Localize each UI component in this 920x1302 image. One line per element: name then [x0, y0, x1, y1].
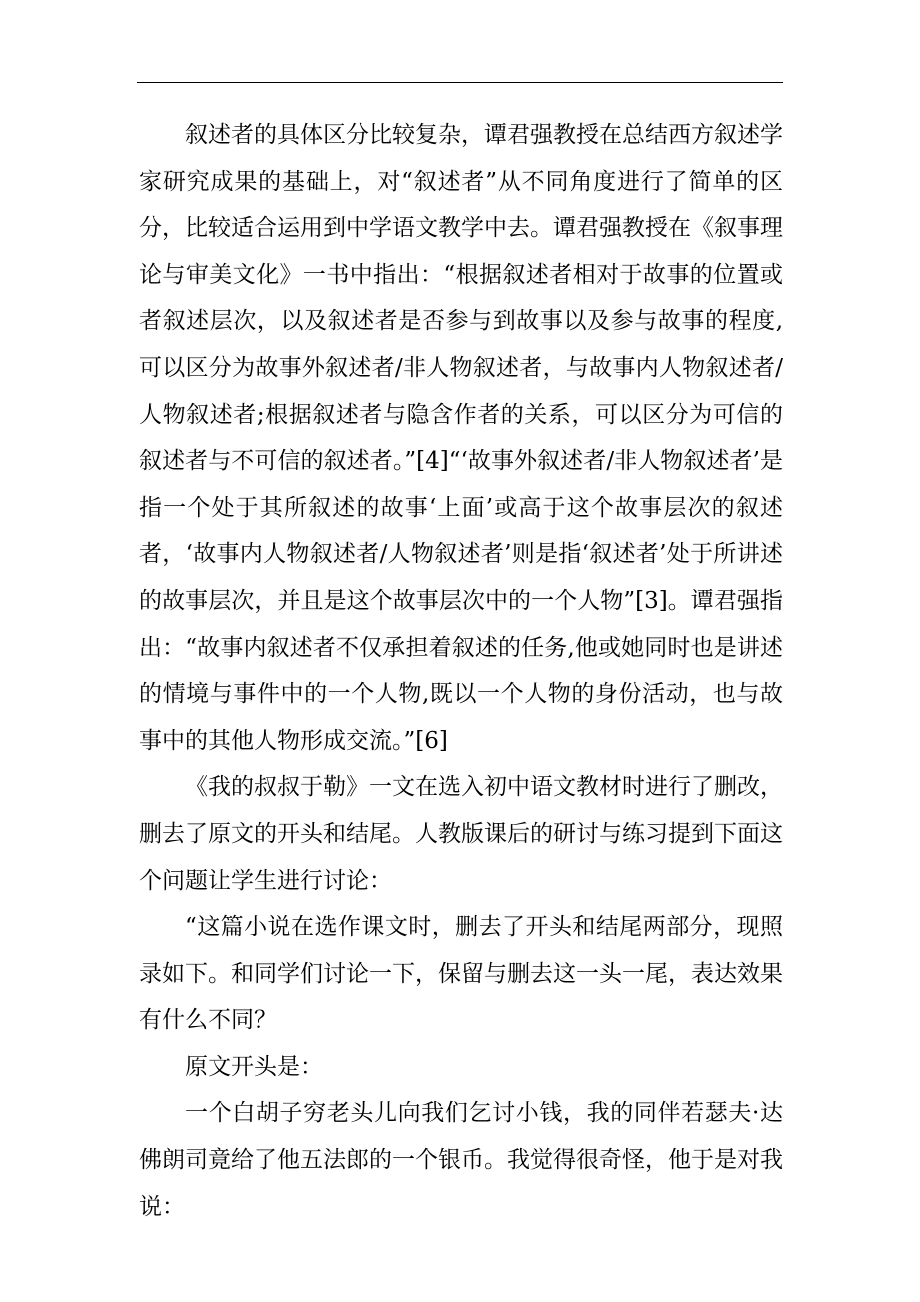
paragraph-original-opening-text: 一个白胡子穷老头儿向我们乞讨小钱，我的同伴若瑟夫·达佛朗司竟给了他五法郎的一个银币。我觉得很奇怪，他于是对我说： [139, 1100, 783, 1220]
paragraph-original-opening-label: 原文开头是： [185, 1053, 323, 1080]
paragraph-narrator-classification: 叙述者的具体区分比较复杂，谭君强教授在总结西方叙述学家研究成果的基础上，对“叙述者”从不同角度进行了简单的区分，比较适合运用到中学语文教学中去。谭君强教授在《叙事理论与审美文化》一书中指出：“根据叙述者相对于故事的位置或者叙述层次，以及叙述者是否参与到故事以及参与故事的程度,可以区分为故事外叙述者/非人物叙述者，与故事内人物叙述者/人物叙述者;根据叙述者与隐含作者的关系，可以区分为可信的叙述者与不可信的叙述者。”[4]“‘故事外叙述者/非人物叙述者’是指一个处于其所叙述的故事‘上面’或高于这个故事层次的叙述者，‘故事内人物叙述者/人物叙述者’则是指‘叙述者’处于所讲述的故事层次，并且是这个故事层次中的一个人物”[3]。谭君强指出：“故事内叙述者不仅承担着叙述的任务,他或她同时也是讲述的情境与事件中的一个人物,既以一个人物的身份活动，也与故事中的其他人物形成交流。”[6] [139, 122, 783, 754]
header-rule [137, 82, 783, 83]
document-body [139, 112, 783, 1230]
paragraph-textbook-edit: 《我的叔叔于勒》一文在选入初中语文教材时进行了删改，删去了原文的开头和结尾。人教版课后的研讨与练习提到下面这个问题让学生进行讨论： [139, 774, 783, 894]
paragraph-discussion-question: “这篇小说在选作课文时，删去了开头和结尾两部分，现照录如下。和同学们讨论一下，保留与删去这一头一尾，表达效果有什么不同？ [139, 914, 783, 1034]
